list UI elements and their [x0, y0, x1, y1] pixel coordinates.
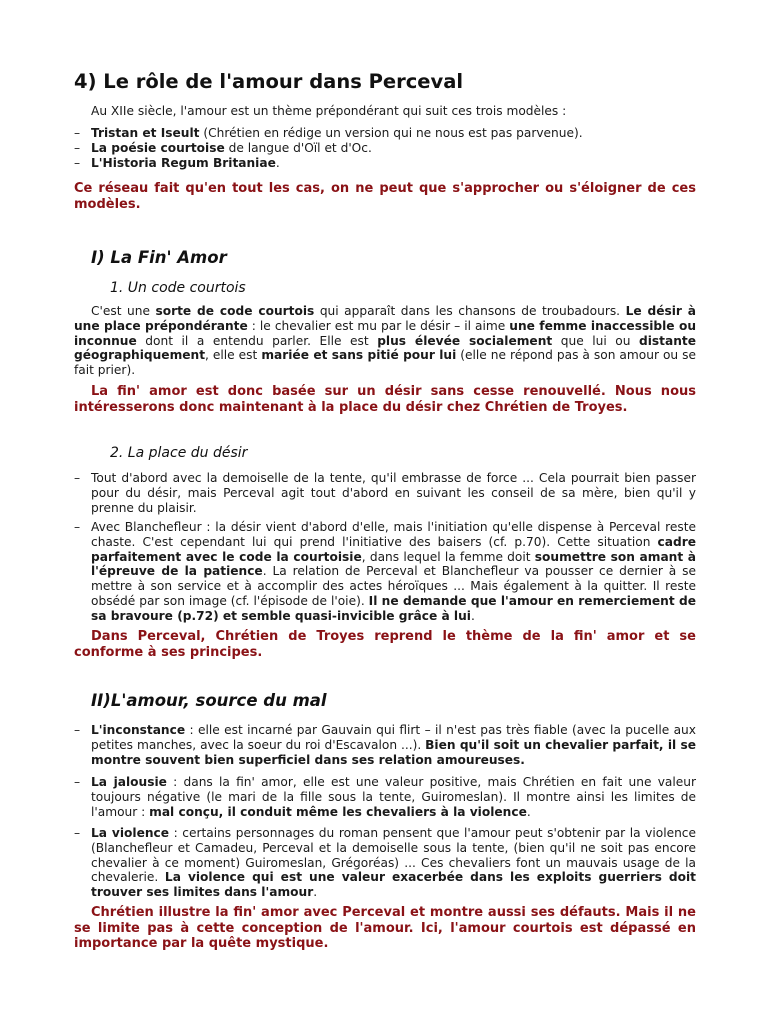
code-courtois-paragraph: C'est une sorte de code courtois qui apparaît dans les chansons de troubadours. Le désir à une place prépondérante : le chevalier est mu par le désir – il aime une femme inaccessible ou inconnue dont il a entendu parler. Elle est plus élevée socialement que lui ou distante géographiquement, elle est mariée et sans pitié pour lui (elle ne répond pas à son amour ou se fait prier). [74, 304, 696, 378]
model-item-historia: L'Historia Regum Britaniae. [91, 156, 280, 170]
list-marker: – [74, 141, 81, 155]
subsection-title: 2. La place du désir [110, 445, 248, 461]
mal-item-jalousie: La jalousie : dans la fin' amor, elle est une valeur positive, mais Chrétien en fait une valeur toujours négative (le mari de la fille sous la tente, Guiromeslan). Il montre ainsi les limites de l'amour : mal conçu, il conduit même les chevaliers à la violence. [91, 775, 696, 819]
section-conclusion: Ce réseau fait qu'en tout les cas, on ne peut que s'approcher ou s'éloigner de ces modèles. [74, 181, 696, 212]
desir-item-blanchefleur: Avec Blanchefleur : la désir vient d'abord d'elle, mais l'initiation qu'elle dispense à Perceval reste chaste. C'est cependant lui qui prend l'initiative des baisers (cf. p.70). Cette situation cadre parfaitement avec le code la courtoisie, dans lequel la femme doit soumettre son amant à l'épreuve de la patience. La relation de Perceval et Blanchefleur va pousser ce dernier à se mettre à son service et à accomplir des actes héroïques ... Mais également à la quitter. Il reste obsédé par son image (cf. l'épisode de l'oie). Il ne demande que l'amour en remerciement de sa bravoure (p.72) et semble quasi-invicible grâce à lui. [91, 520, 696, 623]
code-courtois-conclusion: La fin' amor est donc basée sur un désir sans cesse renouvellé. Nous nous intéresserons donc maintenant à la place du désir chez Chrétien de Troyes. [74, 384, 696, 415]
part1-title: I) La Fin' Amor [91, 248, 227, 267]
list-marker: – [74, 126, 81, 140]
mal-item-violence: La violence : certains personnages du roman pensent que l'amour peut s'obtenir par la violence (Blanchefleur et Camadeu, Perceval et la demoiselle sous la tente, (bien qu'il ne soit pas encore chevalier à ce moment) Guiromeslan, Grégoréas) ... Ces chevaliers font un mauvais usage de la chevalerie. La violence qui est une valeur exacerbée dans les exploits guerriers doit trouver ses limites dans l'amour. [91, 826, 696, 900]
list-marker: – [74, 723, 81, 737]
model-item-poesie: La poésie courtoise de langue d'Oïl et d'Oc. [91, 141, 372, 155]
mal-item-inconstance: L'inconstance : elle est incarné par Gauvain qui flirt – il n'est pas très fiable (avec la pucelle aux petites manches, avec la soeur du roi d'Escavalon ...). Bien qu'il soit un chevalier parfait, il se montre souvent bien superficiel dans ses relation amoureuses. [91, 723, 696, 767]
model-item-tristan: Tristan et Iseult (Chrétien en rédige un version qui ne nous est pas parvenue). [91, 126, 583, 140]
part2-title: II)L'amour, source du mal [91, 691, 327, 710]
list-marker: – [74, 520, 81, 534]
part2-conclusion: Chrétien illustre la fin' amor avec Perceval et montre aussi ses défauts. Mais il ne se limite pas à cette conception de l'amour. Ici, l'amour courtois est dépassé en importance par la quête mystique. [74, 905, 696, 952]
list-marker: – [74, 156, 81, 170]
list-marker: – [74, 826, 81, 840]
list-marker: – [74, 775, 81, 789]
desir-item-tente: Tout d'abord avec la demoiselle de la tente, qu'il embrasse de force ... Cela pourrait bien passer pour du désir, mais Perceval agit tout d'abord en suivant les conseil de sa mère, bien qu'il y prenne du plaisir. [91, 471, 696, 515]
intro-paragraph: Au XIIe siècle, l'amour est un thème prépondérant qui suit ces trois modèles : [91, 104, 567, 118]
subsection-title: 1. Un code courtois [110, 280, 246, 296]
section-title: 4) Le rôle de l'amour dans Perceval [74, 70, 464, 93]
list-marker: – [74, 471, 81, 485]
part1-conclusion: Dans Perceval, Chrétien de Troyes reprend le thème de la fin' amor et se conforme à ses principes. [74, 629, 696, 660]
